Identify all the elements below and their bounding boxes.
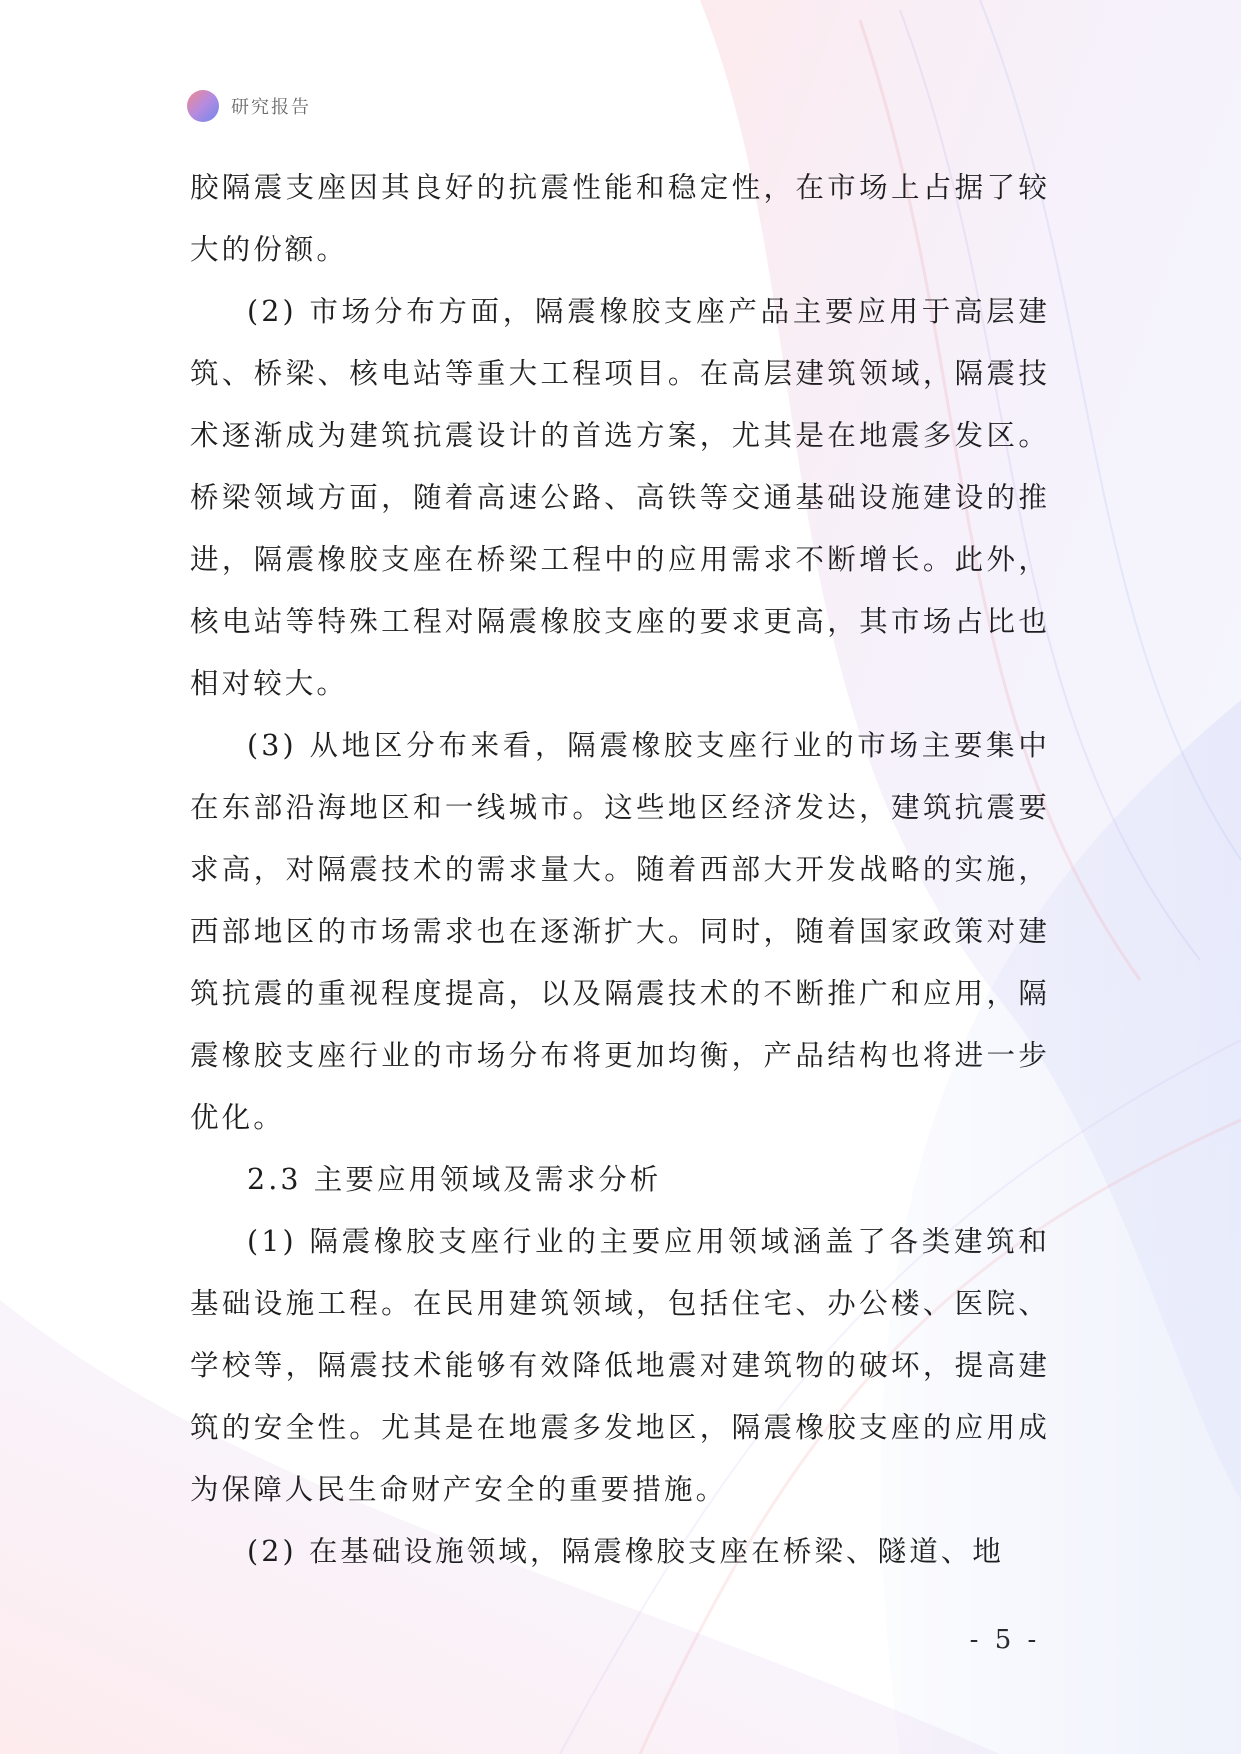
report-header — [187, 89, 311, 123]
body-paragraph: (2) 在基础设施领域，隔震橡胶支座在桥梁、隧道、地 — [247, 1535, 1005, 1568]
body-paragraph: 胶隔震支座因其良好的抗震性能和稳定性，在市场上占据了较大的份额。 — [190, 171, 1050, 266]
report-logo-icon — [187, 90, 219, 122]
body-paragraph: (2) 市场分布方面，隔震橡胶支座产品主要应用于高层建筑、桥梁、核电站等重大工程项目。在高层建筑领域，隔震技术逐渐成为建筑抗震设计的首选方案，尤其是在地震多发区。桥梁领域方面，随着高速公路、高铁等交通基础设施建设的推进，隔震橡胶支座在桥梁工程中的应用需求不断增长。此外，核电站等特殊工程对隔震橡胶支座的要求更高，其市场占比也相对较大。 — [190, 295, 1050, 700]
document-body — [190, 157, 1050, 1583]
report-header-title: 研究报告 — [231, 97, 311, 118]
body-paragraph: (1) 隔震橡胶支座行业的主要应用领域涵盖了各类建筑和基础设施工程。在民用建筑领域，包括住宅、办公楼、医院、学校等，隔震技术能够有效降低地震对建筑物的破坏，提高建筑的安全性。尤其是在地震多发地区，隔震橡胶支座的应用成为保障人民生命财产安全的重要措施。 — [190, 1225, 1050, 1506]
section-heading: 2.3 主要应用领域及需求分析 — [247, 1163, 662, 1196]
body-paragraph: (3) 从地区分布来看，隔震橡胶支座行业的市场主要集中在东部沿海地区和一线城市。这些地区经济发达，建筑抗震要求高，对隔震技术的需求量大。随着西部大开发战略的实施，西部地区的市场需求也在逐渐扩大。同时，随着国家政策对建筑抗震的重视程度提高，以及隔震技术的不断推广和应用，隔震橡胶支座行业的市场分布将更加均衡，产品结构也将进一步优化。 — [190, 729, 1050, 1134]
page-number: - 5 - — [969, 1625, 1041, 1655]
